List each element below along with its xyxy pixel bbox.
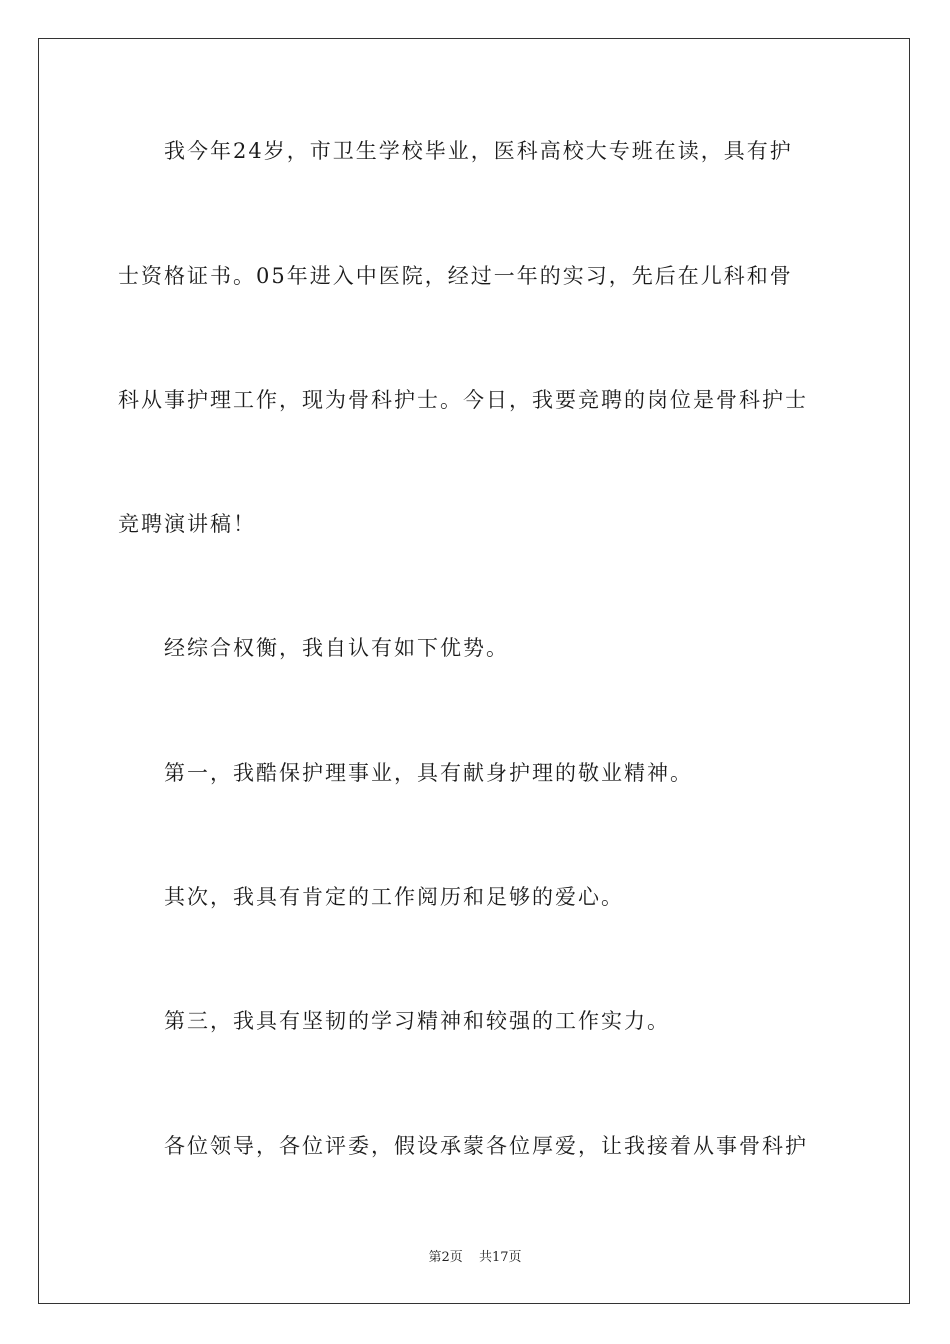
paragraph-line-3: 科从事护理工作，现为骨科护士。今日，我要竞聘的岗位是骨科护士 (118, 388, 808, 412)
paragraph-line-5: 经综合权衡，我自认有如下优势。 (164, 636, 509, 660)
page-number: 第2页 (428, 1250, 463, 1265)
page-footer (0, 1246, 950, 1265)
page-total: 共17页 (478, 1250, 522, 1265)
paragraph-line-4: 竞聘演讲稿！ (118, 512, 256, 536)
paragraph-line-8: 第三，我具有坚韧的学习精神和较强的工作实力。 (164, 1009, 670, 1033)
paragraph-line-6: 第一，我酷保护理事业，具有献身护理的敬业精神。 (164, 761, 693, 785)
paragraph-line-7: 其次，我具有肯定的工作阅历和足够的爱心。 (164, 885, 624, 909)
paragraph-line-2: 士资格证书。05年进入中医院，经过一年的实习，先后在儿科和骨 (118, 264, 793, 288)
paragraph-line-1: 我今年24岁，市卫生学校毕业，医科高校大专班在读，具有护 (164, 139, 793, 163)
paragraph-line-9: 各位领导，各位评委，假设承蒙各位厚爱，让我接着从事骨科护 (164, 1134, 808, 1158)
page-border (38, 38, 910, 1304)
